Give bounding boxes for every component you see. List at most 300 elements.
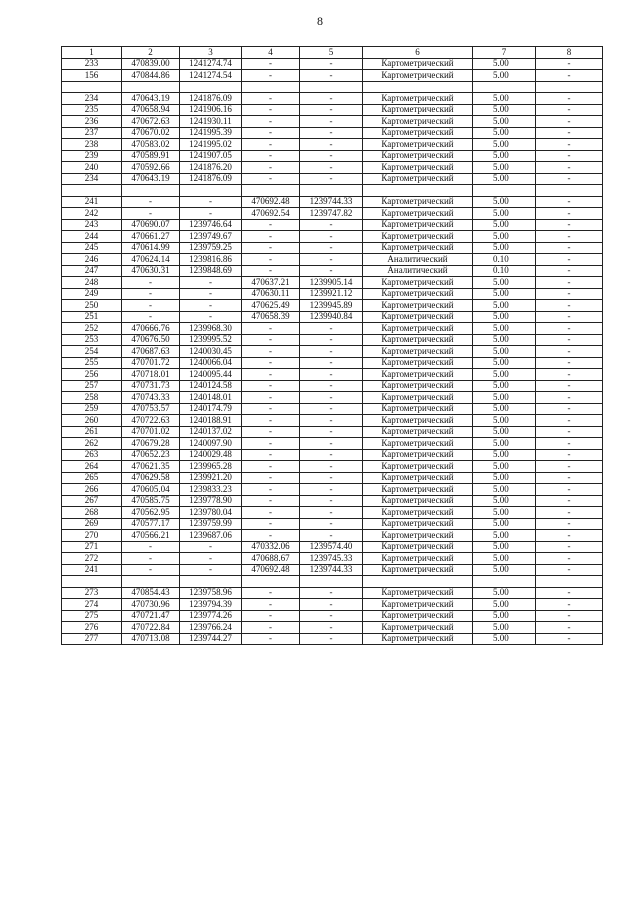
table-row <box>62 599 603 611</box>
y-coordinate-old-cell: 1239794.39 <box>180 599 242 611</box>
x-coordinate-new-cell: - <box>242 426 300 438</box>
description-cell: - <box>536 70 603 82</box>
accuracy-cell: 5.00 <box>473 380 536 392</box>
y-coordinate-old-cell: 1240097.90 <box>180 438 242 450</box>
description-cell: - <box>536 553 603 565</box>
table-row <box>62 587 603 599</box>
description-cell <box>536 576 603 588</box>
y-coordinate-old-cell: 1240188.91 <box>180 415 242 427</box>
table-row <box>62 449 603 461</box>
point-number-cell <box>62 81 122 93</box>
x-coordinate-new-cell: - <box>242 231 300 243</box>
table-row <box>62 610 603 622</box>
x-coordinate-old-cell: 470721.47 <box>122 610 180 622</box>
x-coordinate-old-cell <box>122 576 180 588</box>
accuracy-cell: 5.00 <box>473 58 536 70</box>
table-row <box>62 346 603 358</box>
x-coordinate-old-cell: 470577.17 <box>122 518 180 530</box>
point-number-cell: 249 <box>62 288 122 300</box>
x-coordinate-old-cell: 470658.94 <box>122 104 180 116</box>
table-row <box>62 173 603 185</box>
x-coordinate-old-cell: 470753.57 <box>122 403 180 415</box>
y-coordinate-new-cell: - <box>300 346 363 358</box>
x-coordinate-new-cell: - <box>242 116 300 128</box>
description-cell: - <box>536 449 603 461</box>
x-coordinate-old-cell: 470730.96 <box>122 599 180 611</box>
method-cell: Картометрический <box>363 495 473 507</box>
point-number-cell: 237 <box>62 127 122 139</box>
x-coordinate-old-cell: 470690.07 <box>122 219 180 231</box>
x-coordinate-new-cell: - <box>242 472 300 484</box>
method-cell: Картометрический <box>363 507 473 519</box>
y-coordinate-old-cell: - <box>180 541 242 553</box>
header-cell-5: 5 <box>300 47 363 59</box>
x-coordinate-old-cell: 470722.63 <box>122 415 180 427</box>
accuracy-cell: 5.00 <box>473 173 536 185</box>
x-coordinate-old-cell: - <box>122 288 180 300</box>
method-cell: Картометрический <box>363 70 473 82</box>
accuracy-cell: 5.00 <box>473 104 536 116</box>
accuracy-cell: 5.00 <box>473 357 536 369</box>
description-cell: - <box>536 265 603 277</box>
point-number-cell: 264 <box>62 461 122 473</box>
accuracy-cell: 5.00 <box>473 599 536 611</box>
point-number-cell: 260 <box>62 415 122 427</box>
description-cell: - <box>536 116 603 128</box>
y-coordinate-new-cell: - <box>300 392 363 404</box>
y-coordinate-new-cell: - <box>300 507 363 519</box>
accuracy-cell: 0.10 <box>473 254 536 266</box>
point-number-cell: 239 <box>62 150 122 162</box>
accuracy-cell: 5.00 <box>473 162 536 174</box>
method-cell: Картометрический <box>363 139 473 151</box>
point-number-cell: 253 <box>62 334 122 346</box>
y-coordinate-old-cell: - <box>180 300 242 312</box>
accuracy-cell <box>473 576 536 588</box>
y-coordinate-old-cell: 1239833.23 <box>180 484 242 496</box>
x-coordinate-new-cell: - <box>242 507 300 519</box>
description-cell: - <box>536 104 603 116</box>
accuracy-cell: 5.00 <box>473 323 536 335</box>
accuracy-cell <box>473 81 536 93</box>
x-coordinate-new-cell: - <box>242 461 300 473</box>
table-row <box>62 357 603 369</box>
x-coordinate-new-cell: - <box>242 70 300 82</box>
table-row <box>62 507 603 519</box>
x-coordinate-old-cell: 470629.58 <box>122 472 180 484</box>
header-cell-1: 1 <box>62 47 122 59</box>
y-coordinate-old-cell: - <box>180 564 242 576</box>
y-coordinate-new-cell: - <box>300 426 363 438</box>
accuracy-cell: 5.00 <box>473 622 536 634</box>
accuracy-cell: 5.00 <box>473 139 536 151</box>
description-cell: - <box>536 633 603 645</box>
point-number-cell: 156 <box>62 70 122 82</box>
x-coordinate-old-cell: 470585.75 <box>122 495 180 507</box>
description-cell: - <box>536 288 603 300</box>
table-row <box>62 564 603 576</box>
y-coordinate-new-cell: - <box>300 219 363 231</box>
description-cell: - <box>536 622 603 634</box>
x-coordinate-old-cell: 470713.08 <box>122 633 180 645</box>
y-coordinate-old-cell: - <box>180 311 242 323</box>
accuracy-cell: 5.00 <box>473 392 536 404</box>
table-row <box>62 116 603 128</box>
x-coordinate-new-cell <box>242 576 300 588</box>
table-row <box>62 415 603 427</box>
accuracy-cell: 5.00 <box>473 334 536 346</box>
method-cell <box>363 81 473 93</box>
x-coordinate-new-cell: - <box>242 139 300 151</box>
y-coordinate-old-cell: 1239759.25 <box>180 242 242 254</box>
table-row <box>62 70 603 82</box>
y-coordinate-new-cell: - <box>300 472 363 484</box>
description-cell: - <box>536 518 603 530</box>
method-cell: Картометрический <box>363 541 473 553</box>
x-coordinate-old-cell: 470670.02 <box>122 127 180 139</box>
table-row <box>62 150 603 162</box>
x-coordinate-new-cell: 470692.48 <box>242 564 300 576</box>
description-cell: - <box>536 564 603 576</box>
x-coordinate-new-cell: - <box>242 323 300 335</box>
y-coordinate-old-cell: - <box>180 277 242 289</box>
description-cell: - <box>536 127 603 139</box>
x-coordinate-new-cell: 470692.48 <box>242 196 300 208</box>
point-number-cell: 266 <box>62 484 122 496</box>
x-coordinate-old-cell <box>122 185 180 197</box>
accuracy-cell: 5.00 <box>473 449 536 461</box>
description-cell: - <box>536 369 603 381</box>
method-cell: Картометрический <box>363 587 473 599</box>
table-row <box>62 380 603 392</box>
x-coordinate-old-cell: 470583.02 <box>122 139 180 151</box>
y-coordinate-new-cell: 1239747.82 <box>300 208 363 220</box>
accuracy-cell: 5.00 <box>473 242 536 254</box>
table-row <box>62 265 603 277</box>
point-number-cell: 255 <box>62 357 122 369</box>
description-cell: - <box>536 495 603 507</box>
method-cell: Картометрический <box>363 334 473 346</box>
x-coordinate-old-cell: 470589.91 <box>122 150 180 162</box>
method-cell: Картометрический <box>363 231 473 243</box>
accuracy-cell: 5.00 <box>473 403 536 415</box>
description-cell: - <box>536 173 603 185</box>
table-row <box>62 403 603 415</box>
method-cell: Картометрический <box>363 380 473 392</box>
x-coordinate-new-cell: - <box>242 93 300 105</box>
y-coordinate-new-cell: - <box>300 495 363 507</box>
method-cell: Картометрический <box>363 277 473 289</box>
point-number-cell: 245 <box>62 242 122 254</box>
point-number-cell: 267 <box>62 495 122 507</box>
y-coordinate-old-cell: 1239780.04 <box>180 507 242 519</box>
y-coordinate-new-cell: 1239921.12 <box>300 288 363 300</box>
accuracy-cell: 5.00 <box>473 461 536 473</box>
point-number-cell: 265 <box>62 472 122 484</box>
x-coordinate-old-cell: - <box>122 311 180 323</box>
point-number-cell: 251 <box>62 311 122 323</box>
y-coordinate-new-cell: - <box>300 357 363 369</box>
table-row <box>62 254 603 266</box>
x-coordinate-new-cell: - <box>242 599 300 611</box>
y-coordinate-old-cell: 1241995.39 <box>180 127 242 139</box>
method-cell: Картометрический <box>363 599 473 611</box>
x-coordinate-old-cell: 470592.66 <box>122 162 180 174</box>
table-row <box>62 553 603 565</box>
x-coordinate-new-cell: - <box>242 633 300 645</box>
header-cell-8: 8 <box>536 47 603 59</box>
y-coordinate-new-cell: - <box>300 599 363 611</box>
y-coordinate-new-cell: - <box>300 622 363 634</box>
header-row <box>62 47 603 59</box>
y-coordinate-old-cell: 1241274.54 <box>180 70 242 82</box>
method-cell: Картометрический <box>363 162 473 174</box>
y-coordinate-old-cell: 1240137.02 <box>180 426 242 438</box>
point-number-cell: 273 <box>62 587 122 599</box>
point-number-cell: 256 <box>62 369 122 381</box>
point-number-cell: 242 <box>62 208 122 220</box>
description-cell: - <box>536 380 603 392</box>
y-coordinate-new-cell: 1239940.84 <box>300 311 363 323</box>
y-coordinate-new-cell: - <box>300 449 363 461</box>
x-coordinate-new-cell: 470688.67 <box>242 553 300 565</box>
y-coordinate-new-cell: - <box>300 484 363 496</box>
method-cell: Картометрический <box>363 104 473 116</box>
x-coordinate-new-cell: - <box>242 392 300 404</box>
y-coordinate-new-cell <box>300 81 363 93</box>
y-coordinate-new-cell: 1239745.33 <box>300 553 363 565</box>
x-coordinate-old-cell: 470718.01 <box>122 369 180 381</box>
accuracy-cell: 5.00 <box>473 277 536 289</box>
y-coordinate-old-cell <box>180 81 242 93</box>
accuracy-cell: 5.00 <box>473 70 536 82</box>
table-row <box>62 622 603 634</box>
y-coordinate-new-cell: - <box>300 380 363 392</box>
x-coordinate-old-cell: 470844.86 <box>122 70 180 82</box>
method-cell: Картометрический <box>363 242 473 254</box>
method-cell: Картометрический <box>363 449 473 461</box>
point-number-cell: 234 <box>62 93 122 105</box>
accuracy-cell: 5.00 <box>473 116 536 128</box>
description-cell: - <box>536 610 603 622</box>
point-number-cell: 254 <box>62 346 122 358</box>
y-coordinate-new-cell: - <box>300 633 363 645</box>
method-cell: Аналитический <box>363 265 473 277</box>
x-coordinate-new-cell: - <box>242 219 300 231</box>
table-row <box>62 472 603 484</box>
point-number-cell: 236 <box>62 116 122 128</box>
accuracy-cell: 5.00 <box>473 208 536 220</box>
y-coordinate-old-cell: 1241274.74 <box>180 58 242 70</box>
x-coordinate-old-cell: - <box>122 196 180 208</box>
description-cell: - <box>536 530 603 542</box>
method-cell: Картометрический <box>363 622 473 634</box>
method-cell: Картометрический <box>363 219 473 231</box>
y-coordinate-new-cell: - <box>300 127 363 139</box>
table-row-separator <box>62 576 603 588</box>
y-coordinate-old-cell: 1239965.28 <box>180 461 242 473</box>
y-coordinate-new-cell: 1239744.33 <box>300 564 363 576</box>
x-coordinate-new-cell: 470692.54 <box>242 208 300 220</box>
description-cell: - <box>536 403 603 415</box>
table-row <box>62 208 603 220</box>
method-cell: Картометрический <box>363 196 473 208</box>
x-coordinate-old-cell <box>122 81 180 93</box>
description-cell: - <box>536 219 603 231</box>
x-coordinate-old-cell: - <box>122 300 180 312</box>
x-coordinate-new-cell: 470658.39 <box>242 311 300 323</box>
x-coordinate-new-cell: - <box>242 415 300 427</box>
method-cell: Картометрический <box>363 530 473 542</box>
y-coordinate-new-cell <box>300 576 363 588</box>
x-coordinate-new-cell: 470625.49 <box>242 300 300 312</box>
table-header <box>62 47 603 59</box>
header-cell-2: 2 <box>122 47 180 59</box>
y-coordinate-old-cell: 1239921.20 <box>180 472 242 484</box>
accuracy-cell: 5.00 <box>473 415 536 427</box>
method-cell: Картометрический <box>363 610 473 622</box>
method-cell: Картометрический <box>363 553 473 565</box>
table-row <box>62 426 603 438</box>
accuracy-cell: 5.00 <box>473 150 536 162</box>
x-coordinate-new-cell: - <box>242 587 300 599</box>
point-number-cell: 259 <box>62 403 122 415</box>
description-cell: - <box>536 346 603 358</box>
accuracy-cell: 5.00 <box>473 127 536 139</box>
x-coordinate-new-cell: - <box>242 530 300 542</box>
y-coordinate-old-cell: 1239766.24 <box>180 622 242 634</box>
table-row <box>62 242 603 254</box>
description-cell: - <box>536 461 603 473</box>
x-coordinate-new-cell: - <box>242 403 300 415</box>
y-coordinate-old-cell: 1239687.06 <box>180 530 242 542</box>
x-coordinate-old-cell: 470630.31 <box>122 265 180 277</box>
method-cell: Картометрический <box>363 173 473 185</box>
accuracy-cell: 5.00 <box>473 633 536 645</box>
table-row <box>62 288 603 300</box>
y-coordinate-old-cell: 1241876.09 <box>180 173 242 185</box>
point-number-cell: 274 <box>62 599 122 611</box>
point-number-cell: 258 <box>62 392 122 404</box>
accuracy-cell: 5.00 <box>473 438 536 450</box>
method-cell: Картометрический <box>363 346 473 358</box>
description-cell: - <box>536 231 603 243</box>
x-coordinate-new-cell: - <box>242 518 300 530</box>
point-number-cell: 246 <box>62 254 122 266</box>
y-coordinate-new-cell: - <box>300 150 363 162</box>
y-coordinate-new-cell: - <box>300 242 363 254</box>
x-coordinate-new-cell: - <box>242 162 300 174</box>
y-coordinate-new-cell: - <box>300 403 363 415</box>
description-cell: - <box>536 323 603 335</box>
accuracy-cell: 5.00 <box>473 196 536 208</box>
y-coordinate-new-cell: - <box>300 254 363 266</box>
accuracy-cell: 5.00 <box>473 564 536 576</box>
table-row-separator <box>62 185 603 197</box>
method-cell: Картометрический <box>363 311 473 323</box>
table-row <box>62 369 603 381</box>
x-coordinate-old-cell: - <box>122 208 180 220</box>
y-coordinate-old-cell: - <box>180 196 242 208</box>
y-coordinate-new-cell: - <box>300 104 363 116</box>
x-coordinate-old-cell: 470672.63 <box>122 116 180 128</box>
accuracy-cell: 5.00 <box>473 530 536 542</box>
x-coordinate-new-cell: - <box>242 357 300 369</box>
y-coordinate-old-cell: 1239848.69 <box>180 265 242 277</box>
y-coordinate-new-cell: - <box>300 70 363 82</box>
point-number-cell: 233 <box>62 58 122 70</box>
method-cell: Картометрический <box>363 472 473 484</box>
y-coordinate-old-cell: 1239744.27 <box>180 633 242 645</box>
description-cell: - <box>536 426 603 438</box>
y-coordinate-new-cell: - <box>300 58 363 70</box>
y-coordinate-new-cell: - <box>300 438 363 450</box>
x-coordinate-new-cell: - <box>242 380 300 392</box>
y-coordinate-old-cell: - <box>180 208 242 220</box>
table-row <box>62 93 603 105</box>
point-number-cell: 241 <box>62 564 122 576</box>
table-row <box>62 219 603 231</box>
description-cell: - <box>536 484 603 496</box>
x-coordinate-old-cell: - <box>122 277 180 289</box>
x-coordinate-old-cell: 470666.76 <box>122 323 180 335</box>
method-cell: Картометрический <box>363 403 473 415</box>
description-cell: - <box>536 415 603 427</box>
description-cell: - <box>536 357 603 369</box>
table-row <box>62 127 603 139</box>
y-coordinate-old-cell: 1239774.26 <box>180 610 242 622</box>
method-cell: Картометрический <box>363 300 473 312</box>
point-number-cell: 244 <box>62 231 122 243</box>
x-coordinate-new-cell: - <box>242 127 300 139</box>
x-coordinate-new-cell: - <box>242 58 300 70</box>
accuracy-cell: 5.00 <box>473 300 536 312</box>
header-cell-6: 6 <box>363 47 473 59</box>
y-coordinate-old-cell: 1240124.58 <box>180 380 242 392</box>
method-cell: Картометрический <box>363 461 473 473</box>
accuracy-cell: 5.00 <box>473 426 536 438</box>
y-coordinate-new-cell: - <box>300 587 363 599</box>
point-number-cell <box>62 185 122 197</box>
accuracy-cell: 0.10 <box>473 265 536 277</box>
method-cell <box>363 576 473 588</box>
y-coordinate-old-cell: 1241907.05 <box>180 150 242 162</box>
x-coordinate-old-cell: 470701.72 <box>122 357 180 369</box>
point-number-cell: 277 <box>62 633 122 645</box>
y-coordinate-new-cell: - <box>300 369 363 381</box>
x-coordinate-old-cell: 470679.28 <box>122 438 180 450</box>
y-coordinate-old-cell: 1241906.16 <box>180 104 242 116</box>
accuracy-cell <box>473 185 536 197</box>
x-coordinate-new-cell: - <box>242 242 300 254</box>
point-number-cell: 234 <box>62 173 122 185</box>
y-coordinate-old-cell: 1240174.79 <box>180 403 242 415</box>
method-cell: Картометрический <box>363 564 473 576</box>
point-number-cell: 268 <box>62 507 122 519</box>
description-cell: - <box>536 162 603 174</box>
method-cell: Картометрический <box>363 288 473 300</box>
y-coordinate-old-cell: 1239778.90 <box>180 495 242 507</box>
method-cell: Картометрический <box>363 93 473 105</box>
y-coordinate-new-cell: - <box>300 231 363 243</box>
description-cell: - <box>536 392 603 404</box>
y-coordinate-new-cell: - <box>300 461 363 473</box>
method-cell: Картометрический <box>363 127 473 139</box>
x-coordinate-new-cell: - <box>242 484 300 496</box>
accuracy-cell: 5.00 <box>473 507 536 519</box>
x-coordinate-new-cell: - <box>242 438 300 450</box>
table-row <box>62 484 603 496</box>
